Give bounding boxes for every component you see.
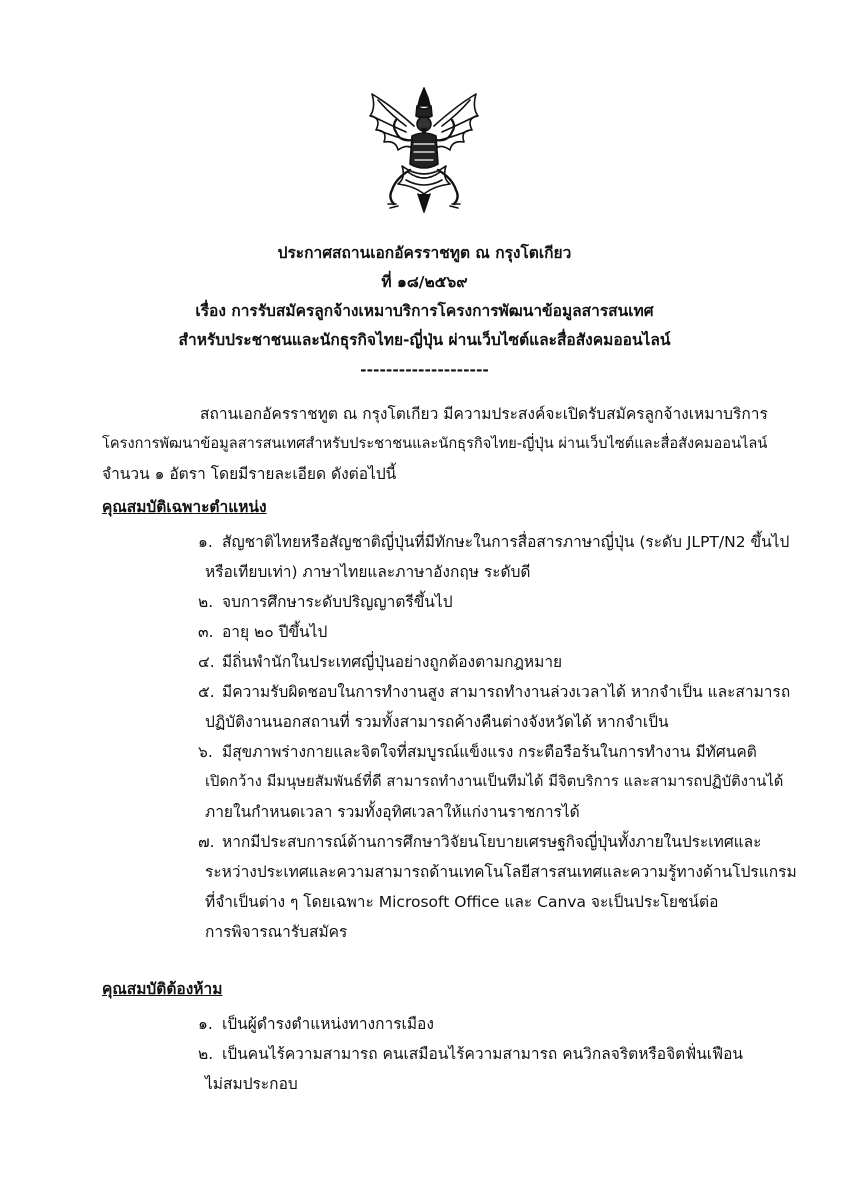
qualification-7-number: ๗.: [198, 833, 215, 851]
qualification-2-line-1: จบการศึกษาระดับปริญญาตรีขึ้นไป: [222, 593, 453, 611]
qualification-6-line-2: เปิดกว้าง มีมนุษยสัมพันธ์ที่ดี สามารถทำงานเป็นทีมได้ มีจิตบริการ และสามารถปฏิบัติงานได้: [205, 773, 784, 790]
qualification-1-line-2: หรือเทียบเท่า) ภาษาไทยและภาษาอังกฤษ ระดับดี: [205, 563, 531, 581]
qualification-1-line-1: สัญชาติไทยหรือสัญชาติญี่ปุ่นที่มีทักษะในการสื่อสารภาษาญี่ปุ่น (ระดับ JLPT/N2 ขึ้นไป: [222, 533, 790, 551]
qualification-4-number: ๔.: [198, 653, 215, 671]
intro-line-1: สถานเอกอัครราชทูต ณ กรุงโตเกียว มีความประสงค์จะเปิดรับสมัครลูกจ้างเหมาบริการ: [200, 405, 768, 423]
qualification-6-number: ๖.: [198, 743, 213, 761]
qualifications-heading: คุณสมบัติเฉพาะตำแหน่ง: [102, 498, 267, 516]
qualification-7-line-3: ที่จำเป็นต่าง ๆ โดยเฉพาะ Microsoft Office และ Canva จะเป็นประโยชน์ต่อ: [205, 893, 719, 911]
prohibited-1-line-1: เป็นผู้ดำรงตำแหน่งทางการเมือง: [222, 1015, 434, 1033]
prohibited-heading: คุณสมบัติต้องห้าม: [102, 980, 223, 998]
qualification-4-line-1: มีถิ่นพำนักในประเทศญี่ปุ่นอย่างถูกต้องตามกฎหมาย: [222, 653, 563, 671]
intro-line-2: โครงการพัฒนาข้อมูลสารสนเทศสำหรับประชาชนและนักธุรกิจไทย-ญี่ปุ่น ผ่านเว็บไซต์และสื่อสังคมออนไลน์: [102, 435, 768, 452]
intro-line-3: จำนวน ๑ อัตรา โดยมีรายละเอียด ดังต่อไปนี้: [102, 465, 397, 483]
qualification-6-line-3: ภายในกำหนดเวลา รวมทั้งอุทิศเวลาให้แก่งานราชการได้: [205, 803, 580, 821]
header-divider: --------------------: [360, 361, 489, 379]
qualification-7-line-1: หากมีประสบการณ์ด้านการศึกษาวิจัยนโยบายเศรษฐกิจญี่ปุ่นทั้งภายในประเทศและ: [222, 833, 762, 851]
prohibited-2-number: ๒.: [198, 1045, 214, 1063]
announcement-title: ประกาศสถานเอกอัครราชทูต ณ กรุงโตเกียว: [277, 244, 572, 262]
announcement-number: ที่ ๑๘/๒๕๖๙: [381, 273, 468, 291]
qualification-5-number: ๕.: [198, 683, 215, 701]
announcement-subject: เรื่อง การรับสมัครลูกจ้างเหมาบริการโครงการพัฒนาข้อมูลสารสนเทศ: [195, 302, 654, 320]
qualification-3-number: ๓.: [198, 623, 214, 641]
qualification-7-line-2: ระหว่างประเทศและความสามารถด้านเทคโนโลยีสารสนเทศและความรู้ทางด้านโปรแกรม: [205, 863, 797, 881]
qualification-7-line-4: การพิจารณารับสมัคร: [205, 923, 348, 941]
qualification-2-number: ๒.: [198, 593, 214, 611]
qualification-5-line-2: ปฏิบัติงานนอกสถานที่ รวมทั้งสามารถค้างคืนต่างจังหวัดได้ หากจำเป็น: [205, 713, 669, 731]
qualification-3-line-1: อายุ ๒๐ ปีขึ้นไป: [222, 623, 328, 641]
prohibited-2-line-2: ไม่สมประกอบ: [205, 1075, 298, 1093]
qualification-6-line-1: มีสุขภาพร่างกายและจิตใจที่สมบูรณ์แข็งแรง กระตือรือร้นในการทำงาน มีทัศนคติ: [222, 743, 757, 761]
qualification-5-line-1: มีความรับผิดชอบในการทำงานสูง สามารถทำงานล่วงเวลาได้ หากจำเป็น และสามารถ: [222, 683, 791, 701]
prohibited-1-number: ๑.: [198, 1015, 213, 1033]
announcement-subject-line-2: สำหรับประชาชนและนักธุรกิจไทย-ญี่ปุ่น ผ่านเว็บไซต์และสื่อสังคมออนไลน์: [178, 331, 671, 349]
garuda-emblem-icon: [362, 86, 487, 213]
prohibited-2-line-1: เป็นคนไร้ความสามารถ คนเสมือนไร้ความสามารถ คนวิกลจริตหรือจิตฟั่นเฟือน: [222, 1045, 743, 1063]
qualification-1-number: ๑.: [198, 533, 213, 551]
